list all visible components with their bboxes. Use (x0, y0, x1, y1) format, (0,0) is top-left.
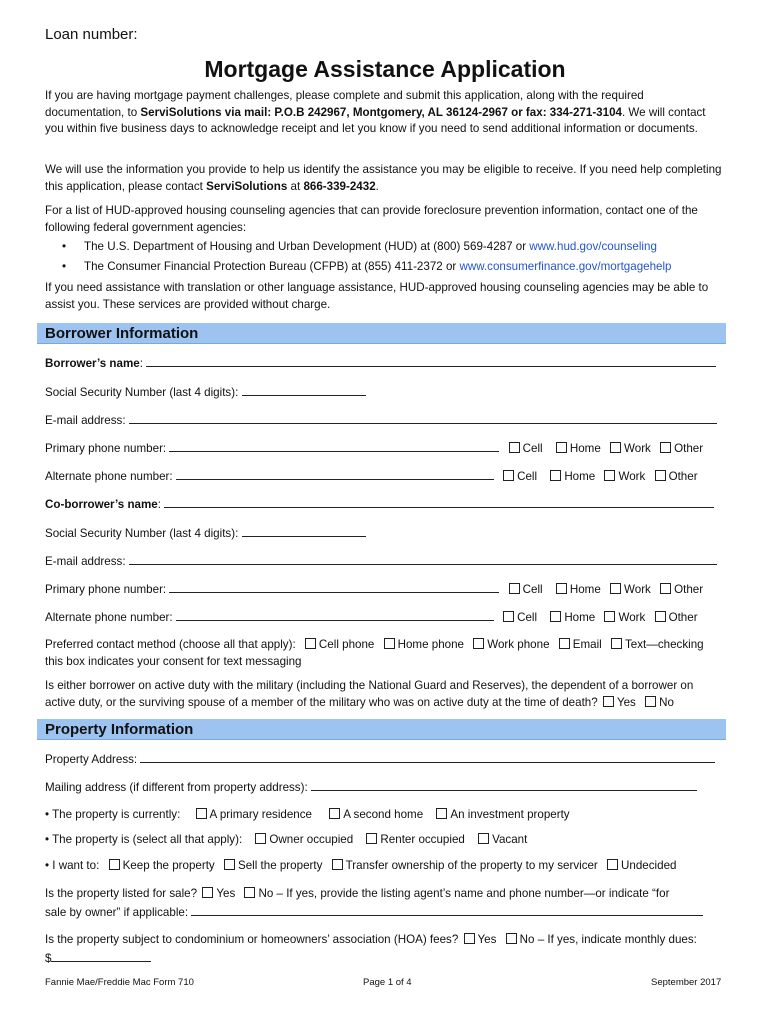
checkbox[interactable] (556, 442, 567, 453)
checkbox[interactable] (255, 833, 266, 844)
footer-form-name: Fannie Mae/Freddie Mac Form 710 (45, 977, 194, 988)
property-section-header: Property Information (37, 719, 726, 740)
phone-type-other[interactable]: Other (649, 610, 698, 626)
option-primary-residence[interactable]: A primary residence (190, 807, 312, 823)
coborrower-primary-phone-row (45, 581, 703, 598)
intro-paragraph-4: If you need assistance with translation or other language assistance, HUD-approved housing counseling agencies may be able to assist you. These services are provided without charge. (45, 281, 709, 311)
phone-type-other[interactable]: Other (654, 441, 703, 457)
listed-no[interactable]: No – If yes, provide the listing agent’s name and phone number—or indicate “for (238, 886, 669, 902)
intro-p1-text-end: . We will contact you within five business days to acknowledge receipt and let you know if you need to send additional information or documents. (45, 105, 706, 135)
checkbox[interactable] (607, 859, 618, 870)
servicer-phone: 866-339-2432 (303, 179, 376, 193)
checkbox[interactable] (332, 859, 343, 870)
intro-paragraph-1 (45, 88, 725, 138)
listing-agent-field[interactable] (191, 904, 703, 916)
checkbox[interactable] (509, 583, 520, 594)
email-label: E-mail address: (45, 555, 126, 568)
alternate-phone-label: Alternate phone number: (45, 611, 173, 624)
checkbox[interactable] (384, 638, 395, 649)
option-vacant[interactable]: Vacant (472, 832, 527, 848)
checkbox[interactable] (478, 833, 489, 844)
checkbox[interactable] (604, 470, 615, 481)
phone-type-cell[interactable]: Cell (503, 582, 543, 598)
checkbox[interactable] (660, 583, 671, 594)
checkbox[interactable] (603, 696, 614, 707)
phone-type-cell[interactable]: Cell (497, 469, 537, 485)
bullet-dot: • (62, 240, 67, 253)
contact-text[interactable]: Text—checking (605, 637, 704, 653)
borrower-email-row (45, 412, 717, 429)
contact-email[interactable]: Email (553, 637, 602, 653)
phone-type-work[interactable]: Work (598, 469, 645, 485)
coborrower-name-field[interactable] (164, 496, 714, 508)
checkbox[interactable] (559, 638, 570, 649)
cfpb-text: The Consumer Financial Protection Bureau (CFPB) at (855) 411-2372 or (84, 260, 460, 273)
hud-text: The U.S. Department of Housing and Urban Development (HUD) at (800) 569-4287 or (84, 240, 530, 253)
preferred-contact-row (45, 637, 704, 653)
mailing-address-label: Mailing address (if different from property address): (45, 781, 308, 794)
borrower-alternate-phone-field[interactable] (176, 468, 494, 480)
checkbox[interactable] (611, 638, 622, 649)
bullet-dot: • (45, 859, 53, 872)
borrower-alternate-phone-row (45, 468, 698, 485)
intro-p2-at: at (287, 179, 304, 193)
checkbox[interactable] (503, 611, 514, 622)
military-question (45, 678, 725, 711)
borrower-name-label: Borrower’s name (45, 357, 140, 370)
military-question-text: Is either borrower on active duty with the military (including the National Guard and Reserves), the dependent of a borrower on active duty, or the surviving spouse of a member of the military who was on active duty at the time of death? (45, 679, 694, 709)
mailing-address-row (45, 779, 697, 796)
borrower-name-field[interactable] (146, 355, 716, 367)
borrower-name-row: Borrower’s name: (45, 355, 716, 372)
loan-number-label: Loan number: (45, 26, 138, 43)
listed-for-sale-row (45, 886, 669, 902)
checkbox[interactable] (109, 859, 120, 870)
i-want-to-row (45, 858, 676, 874)
phone-type-home[interactable]: Home (546, 582, 601, 598)
checkbox[interactable] (556, 583, 567, 594)
hoa-question: Is the property subject to condominium or homeowners’ association (HOA) fees? (45, 933, 459, 946)
checkbox[interactable] (305, 638, 316, 649)
phone-type-other[interactable]: Other (649, 469, 698, 485)
preferred-contact-label: Preferred contact method (choose all that apply): (45, 638, 296, 651)
checkbox[interactable] (473, 638, 484, 649)
coborrower-email-row (45, 553, 717, 570)
checkbox[interactable] (655, 470, 666, 481)
checkbox[interactable] (660, 442, 671, 453)
listed-question: Is the property listed for sale? (45, 887, 198, 900)
page-title: Mortgage Assistance Application (204, 56, 566, 82)
email-label: E-mail address: (45, 414, 126, 427)
coborrower-name-row: Co-borrower’s name: (45, 496, 714, 513)
option-second-home[interactable]: A second home (323, 807, 423, 823)
coborrower-alternate-phone-row (45, 609, 698, 626)
checkbox[interactable] (329, 808, 340, 819)
listed-yes[interactable]: Yes (200, 886, 235, 902)
intro-p2-end: . (375, 179, 379, 193)
checkbox[interactable] (645, 696, 656, 707)
property-currently-label: The property is currently: (52, 808, 181, 821)
intro-p1-text: If you are having mortgage payment challenges, please complete and submit this application, along with the required documentation, to (45, 89, 644, 119)
phone-type-work[interactable]: Work (598, 610, 645, 626)
ssn-label: Social Security Number (last 4 digits): (45, 386, 239, 399)
checkbox[interactable] (604, 611, 615, 622)
checkbox[interactable] (224, 859, 235, 870)
hud-link[interactable]: www.hud.gov/counseling (529, 240, 657, 253)
borrower-ssn-field[interactable] (242, 384, 366, 396)
option-transfer-ownership[interactable]: Transfer ownership of the property to my servicer (326, 858, 598, 874)
servicer-name: ServiSolutions (206, 179, 288, 193)
footer-date: September 2017 (651, 977, 722, 988)
alternate-phone-label: Alternate phone number: (45, 470, 173, 483)
property-address-label: Property Address: (45, 753, 138, 766)
contact-work-phone[interactable]: Work phone (467, 637, 549, 653)
primary-phone-label: Primary phone number: (45, 442, 167, 455)
phone-type-cell[interactable]: Cell (497, 610, 537, 626)
checkbox[interactable] (610, 583, 621, 594)
dollar-sign: $ (45, 952, 52, 965)
listing-agent-row (45, 904, 703, 921)
checkbox[interactable] (509, 442, 520, 453)
phone-type-home[interactable]: Home (540, 469, 595, 485)
military-yes[interactable]: Yes (601, 695, 636, 712)
bullet-dot: • (62, 260, 67, 273)
checkbox[interactable] (244, 887, 255, 898)
property-address-row (45, 751, 715, 768)
phone-type-work[interactable]: Work (604, 441, 651, 457)
hoa-no[interactable]: No – If yes, indicate monthly dues: (500, 932, 697, 948)
intro-p2-text: We will use the information you provide to help us identify the assistance you may be eligible to receive. If you need help completing this application, please contact (45, 163, 722, 193)
checkbox[interactable] (610, 442, 621, 453)
checkbox[interactable] (550, 611, 561, 622)
bullet-dot: • (45, 808, 53, 821)
listing-agent-label: sale by owner” if applicable: (45, 906, 189, 919)
i-want-to-label: I want to: (52, 859, 100, 872)
preferred-contact-note: this box indicates your consent for text messaging (45, 655, 302, 668)
contact-cell-phone[interactable]: Cell phone (299, 637, 374, 653)
agency-bullet-cfpb (62, 259, 672, 276)
checkbox[interactable] (655, 611, 666, 622)
borrower-email-field[interactable] (129, 412, 717, 424)
property-address-field[interactable] (140, 751, 715, 763)
checkbox[interactable] (506, 933, 517, 944)
property-is-label: The property is (select all that apply): (52, 833, 243, 846)
borrower-primary-phone-row (45, 440, 703, 457)
property-is-row (45, 832, 527, 848)
phone-type-other[interactable]: Other (654, 582, 703, 598)
property-currently-row (45, 807, 570, 823)
option-investment-property[interactable]: An investment property (430, 807, 569, 823)
checkbox[interactable] (202, 887, 213, 898)
option-renter-occupied[interactable]: Renter occupied (360, 832, 464, 848)
checkbox[interactable] (550, 470, 561, 481)
checkbox[interactable] (464, 933, 475, 944)
coborrower-ssn-row (45, 525, 366, 542)
coborrower-primary-phone-field[interactable] (169, 581, 499, 593)
phone-type-work[interactable]: Work (604, 582, 651, 598)
phone-type-cell[interactable]: Cell (503, 441, 543, 457)
coborrower-name-label: Co-borrower’s name (45, 498, 158, 511)
phone-type-home[interactable]: Home (546, 441, 601, 457)
checkbox[interactable] (503, 470, 514, 481)
agency-bullet-hud (62, 239, 657, 256)
intro-paragraph-3: For a list of HUD-approved housing counseling agencies that can provide foreclosure prevention information, contact one of the following federal government agencies: (45, 204, 698, 234)
contact-home-phone[interactable]: Home phone (378, 637, 464, 653)
option-undecided[interactable]: Undecided (601, 858, 676, 874)
intro-paragraph-2 (45, 162, 725, 195)
footer-page-number: Page 1 of 4 (363, 977, 412, 988)
phone-type-home[interactable]: Home (540, 610, 595, 626)
military-no[interactable]: No (639, 695, 674, 712)
option-sell-property[interactable]: Sell the property (218, 858, 322, 874)
checkbox[interactable] (366, 833, 377, 844)
coborrower-email-field[interactable] (129, 553, 717, 565)
coborrower-alternate-phone-field[interactable] (176, 609, 494, 621)
hoa-dues-field[interactable] (51, 950, 151, 962)
mailing-address-field[interactable] (311, 779, 697, 791)
primary-phone-label: Primary phone number: (45, 583, 167, 596)
hoa-fees-row (45, 932, 697, 948)
option-keep-property[interactable]: Keep the property (103, 858, 215, 874)
borrower-ssn-row (45, 384, 366, 401)
coborrower-ssn-field[interactable] (242, 525, 366, 537)
option-owner-occupied[interactable]: Owner occupied (249, 832, 353, 848)
hoa-dues-row (45, 950, 151, 967)
cfpb-link[interactable]: www.consumerfinance.gov/mortgagehelp (459, 260, 672, 273)
borrower-section-header: Borrower Information (37, 323, 726, 344)
mail-fax-address: ServiSolutions via mail: P.O.B 242967, Montgomery, AL 36124-2967 or fax: 334-271-3104 (140, 105, 622, 119)
borrower-primary-phone-field[interactable] (169, 440, 499, 452)
hoa-yes[interactable]: Yes (462, 932, 497, 948)
checkbox[interactable] (436, 808, 447, 819)
checkbox[interactable] (196, 808, 207, 819)
ssn-label: Social Security Number (last 4 digits): (45, 527, 239, 540)
bullet-dot: • (45, 833, 53, 846)
